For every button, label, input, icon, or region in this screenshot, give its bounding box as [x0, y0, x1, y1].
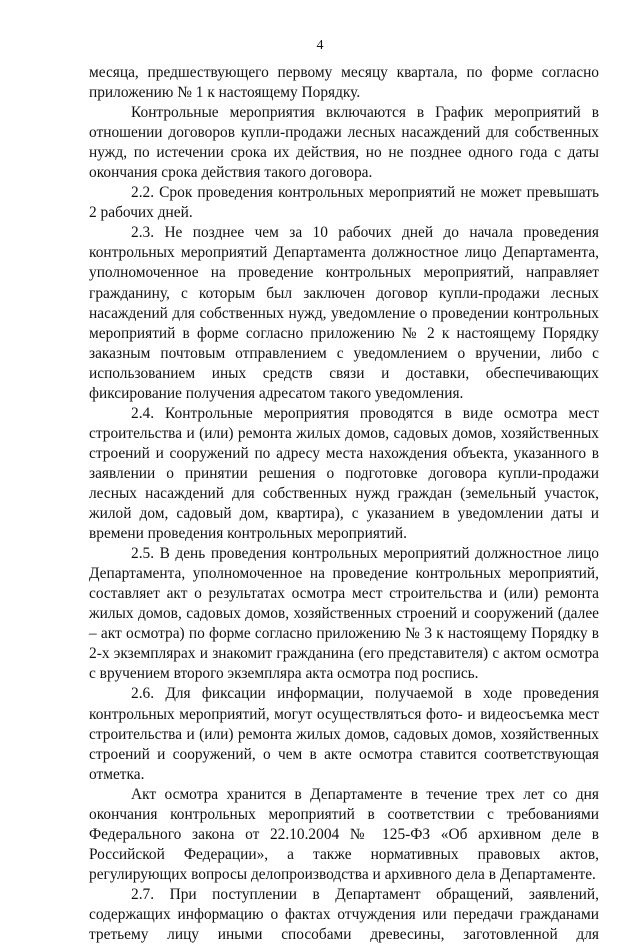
paragraph-2-5: 2.5. В день проведения контрольных мероприятий должностное лицо Департамента, уполномоченное на проведение контрольных мероприятий, составляет акт о результатах осмотра мест строительства и (или) ремонта жилых домов, садовых домов, хозяйственных строений и сооружений (далее – акт осмотра) по форме согласно приложению № 3 к настоящему Порядку в 2-х экземплярах и знакомит гражданина (его представителя) с актом осмотра с вручением второго экземпляра акта осмотра под роспись.: [89, 545, 599, 683]
paragraph-2-6: 2.6. Для фиксации информации, получаемой в ходе проведения контрольных мероприятий, могут осуществляться фото- и видеосъемка мест строительства и (или) ремонта жилых домов, садовых домов, хозяйственных строений и сооружений, о чем в акте осмотра ставится соответствующая отметка.: [89, 685, 599, 783]
paragraph-schedule-inclusion: Контрольные мероприятия включаются в График мероприятий в отношении договоров купли-продажи лесных насаждений для собственных нужд, по истечении срока их действия, но не позднее одного года с даты окончания срока действия такого договора.: [89, 104, 599, 182]
paragraph-continuation: месяца, предшествующего первому месяцу квартала, по форме согласно приложению № 1 к настоящему Порядку.: [89, 64, 599, 102]
paragraph-2-4: 2.4. Контрольные мероприятия проводятся в виде осмотра мест строительства и (или) ремонта жилых домов, садовых домов, хозяйственных строений и сооружений по адресу места нахождения объекта, указанного в заявлении о принятии решения о подготовке договора купли-продажи лесных насаждений для собственных нужд граждан (земельный участок, жилой дом, садовый дом, квартира), с указанием в уведомлении даты и времени проведения контрольных мероприятий.: [89, 404, 599, 543]
paragraph-2-7: 2.7. При поступлении в Департамент обращений, заявлений, содержащих информацию о фактах отчуждения или передачи гражданами третьему лицу иными способами древесины, заготовленной для: [89, 885, 599, 944]
document-body: [89, 63, 599, 945]
page-number: 4: [316, 38, 324, 53]
paragraph-2-3: 2.3. Не позднее чем за 10 рабочих дней до начала проведения контрольных мероприятий Департамента должностное лицо Департамента, уполномоченное на проведение контрольных мероприятий, направляет гражданину, с которым был заключен договор купли-продажи лесных насаждений для собственных нужд, уведомление о проведении контрольных мероприятий в форме согласно приложению № 2 к настоящему Порядку заказным почтовым отправлением с уведомлением о вручении, либо с использованием иных средств связи и доставки, обеспечивающих фиксирование получения адресатом такого уведомления.: [89, 224, 599, 402]
paragraph-act-storage: Акт осмотра хранится в Департаменте в течение трех лет со дня окончания контрольных мероприятий в соответствии с требованиями Федерального закона от 22.10.2004 № 125-ФЗ «Об архивном деле в Российской Федерации», а также нормативных правовых актов, регулирующих вопросы делопроизводства и архивного дела в Департаменте.: [89, 785, 599, 883]
paragraph-2-2: 2.2. Срок проведения контрольных мероприятий не может превышать 2 рабочих дней.: [89, 184, 599, 222]
